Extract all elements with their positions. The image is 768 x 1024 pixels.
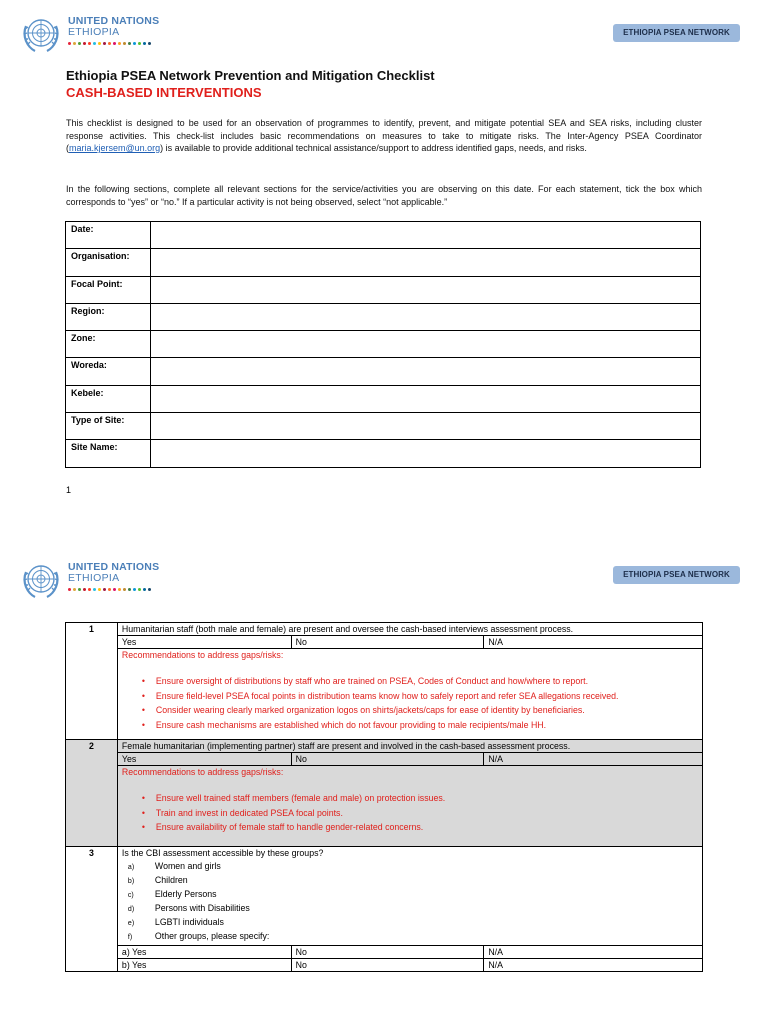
info-row: [66, 413, 701, 440]
un-logo: [20, 12, 159, 54]
field-value[interactable]: [151, 331, 701, 358]
color-dot: [138, 588, 141, 591]
checklist-item-2: [66, 740, 703, 753]
item-number: 1: [66, 623, 118, 740]
org-name: UNITED NATIONS: [68, 15, 160, 27]
color-dot: [148, 588, 151, 591]
field-value[interactable]: [151, 358, 701, 385]
na-option[interactable]: N/A: [484, 753, 703, 766]
field-label: Type of Site:: [66, 413, 151, 440]
network-badge: ETHIOPIA PSEA NETWORK: [613, 24, 740, 42]
recommendation-item: • Ensure availability of female staff to handle gender-related concerns.: [142, 820, 698, 835]
recommendation-item: • Train and invest in dedicated PSEA focal points.: [142, 806, 698, 821]
recommendation-item: • Ensure cash mechanisms are established which do not favour providing to male recipients/male HH.: [142, 718, 698, 733]
color-dot: [93, 42, 96, 45]
color-dot: [83, 588, 86, 591]
color-dot: [118, 588, 121, 591]
field-value[interactable]: [151, 303, 701, 330]
page-2: [0, 548, 768, 1024]
page-subtitle: CASH-BASED INTERVENTIONS: [66, 85, 262, 100]
recommendations-list: [142, 674, 698, 732]
field-label: Zone:: [66, 331, 151, 358]
color-dot: [83, 42, 86, 45]
na-option[interactable]: N/A: [484, 958, 703, 971]
un-emblem-icon: [20, 12, 62, 54]
color-dot: [88, 588, 91, 591]
info-row: [66, 385, 701, 412]
item-question: Female humanitarian (implementing partner) staff are present and involved in the cash-based assessment process.: [117, 740, 702, 753]
color-dot: [143, 42, 146, 45]
intro-text-1: This checklist is designed to be used for an observation of programmes to identify, prevent, and mitigate potential SEA and SEA risks, including cluster response activities. This check-list includes basic recommendations on measures to take to mitigate risks. The Inter-Agency PSEA Coordinator (: [66, 118, 702, 153]
color-dot: [98, 588, 101, 591]
sdg-dots: [68, 42, 159, 45]
recommendations-cell: [117, 649, 702, 740]
un-emblem-icon: [20, 558, 62, 600]
color-dot: [78, 42, 81, 45]
info-row: [66, 358, 701, 385]
recommendation-item: • Ensure field-level PSEA focal points in distribution teams know how to safely report and refer SEA allegations received.: [142, 689, 698, 704]
color-dot: [143, 588, 146, 591]
yes-option[interactable]: a) Yes: [117, 945, 291, 958]
yes-option[interactable]: Yes: [117, 753, 291, 766]
checklist-item-3: [66, 846, 703, 945]
color-dot: [118, 42, 121, 45]
color-dot: [108, 588, 111, 591]
no-option[interactable]: No: [291, 636, 484, 649]
recommendation-item: • Consider wearing clearly marked organization logos on shirts/jackets/caps for ease of identity by beneficiaries.: [142, 703, 698, 718]
coordinator-email-link[interactable]: maria.kjersem@un.org: [69, 143, 161, 153]
no-option[interactable]: No: [291, 945, 484, 958]
color-dot: [108, 42, 111, 45]
field-value[interactable]: [151, 413, 701, 440]
info-row: [66, 303, 701, 330]
field-value[interactable]: [151, 440, 701, 467]
site-info-table: [65, 221, 701, 468]
instructions-paragraph: In the following sections, complete all relevant sections for the service/activities you are observing on this date. For each statement, tick the box which corresponds to “yes” or “no.” If a particular activity is not being observed, select “not applicable.”: [66, 184, 702, 207]
intro-text-2: ) is available to provide additional technical assistance/support to address identified gaps, needs, and risks.: [160, 143, 587, 153]
no-option[interactable]: No: [291, 958, 484, 971]
network-badge: ETHIOPIA PSEA NETWORK: [613, 566, 740, 584]
field-label: Date:: [66, 222, 151, 249]
recommendations-list: [142, 791, 698, 835]
recommendations-heading: Recommendations to address gaps/risks:: [121, 650, 284, 660]
info-row: [66, 440, 701, 467]
org-name: UNITED NATIONS: [68, 561, 160, 573]
no-option[interactable]: No: [291, 753, 484, 766]
recommendations-heading: Recommendations to address gaps/risks:: [121, 767, 284, 777]
info-row: [66, 331, 701, 358]
page-title: Ethiopia PSEA Network Prevention and Mitigation Checklist: [66, 68, 435, 83]
groups-list: [128, 860, 698, 944]
color-dot: [123, 42, 126, 45]
field-label: Focal Point:: [66, 276, 151, 303]
yes-option[interactable]: b) Yes: [117, 958, 291, 971]
field-label: Site Name:: [66, 440, 151, 467]
group-item: a) Women and girls: [127, 860, 221, 871]
color-dot: [93, 588, 96, 591]
group-item: b) Children: [127, 874, 188, 885]
item-question-cell: [117, 846, 702, 945]
field-value[interactable]: [151, 385, 701, 412]
field-value[interactable]: [151, 222, 701, 249]
color-dot: [133, 588, 136, 591]
field-value[interactable]: [151, 249, 701, 276]
field-label: Region:: [66, 303, 151, 330]
info-row: [66, 276, 701, 303]
recommendation-item: • Ensure well trained staff members (female and male) on protection issues.: [142, 791, 698, 806]
country-name: ETHIOPIA: [68, 572, 120, 584]
color-dot: [148, 42, 151, 45]
color-dot: [113, 588, 116, 591]
info-row: [66, 222, 701, 249]
field-value[interactable]: [151, 276, 701, 303]
item-number: 3: [66, 846, 118, 971]
country-name: ETHIOPIA: [68, 26, 120, 38]
un-logo: [20, 558, 159, 600]
yes-option[interactable]: Yes: [117, 636, 291, 649]
color-dot: [128, 588, 131, 591]
na-option[interactable]: N/A: [484, 945, 703, 958]
color-dot: [78, 588, 81, 591]
na-option[interactable]: N/A: [484, 636, 703, 649]
field-label: Organisation:: [66, 249, 151, 276]
color-dot: [68, 42, 71, 45]
info-row: [66, 249, 701, 276]
color-dot: [88, 42, 91, 45]
intro-paragraph: [66, 117, 702, 155]
item-number: 2: [66, 740, 118, 847]
color-dot: [128, 42, 131, 45]
recommendations-cell: [117, 766, 702, 847]
group-item: d) Persons with Disabilities: [127, 902, 250, 913]
sdg-dots: [68, 588, 159, 591]
group-item: c) Elderly Persons: [127, 888, 217, 899]
group-item: f) Other groups, please specify:: [127, 930, 270, 941]
item-question: Humanitarian staff (both male and female) are present and oversee the cash-based interviews assessment process.: [117, 623, 702, 636]
color-dot: [138, 42, 141, 45]
color-dot: [103, 42, 106, 45]
color-dot: [133, 42, 136, 45]
page-number: 1: [66, 485, 72, 495]
color-dot: [73, 42, 76, 45]
color-dot: [103, 588, 106, 591]
recommendation-item: • Ensure oversight of distributions by staff who are trained on PSEA, Codes of Conduct and how/where to report.: [142, 674, 698, 689]
checklist-table: [65, 622, 703, 972]
color-dot: [123, 588, 126, 591]
group-item: e) LGBTI individuals: [127, 916, 224, 927]
field-label: Kebele:: [66, 385, 151, 412]
color-dot: [98, 42, 101, 45]
checklist-item-1: [66, 623, 703, 636]
field-label: Woreda:: [66, 358, 151, 385]
item-question: Is the CBI assessment accessible by these groups?: [121, 847, 324, 858]
color-dot: [73, 588, 76, 591]
color-dot: [113, 42, 116, 45]
color-dot: [68, 588, 71, 591]
